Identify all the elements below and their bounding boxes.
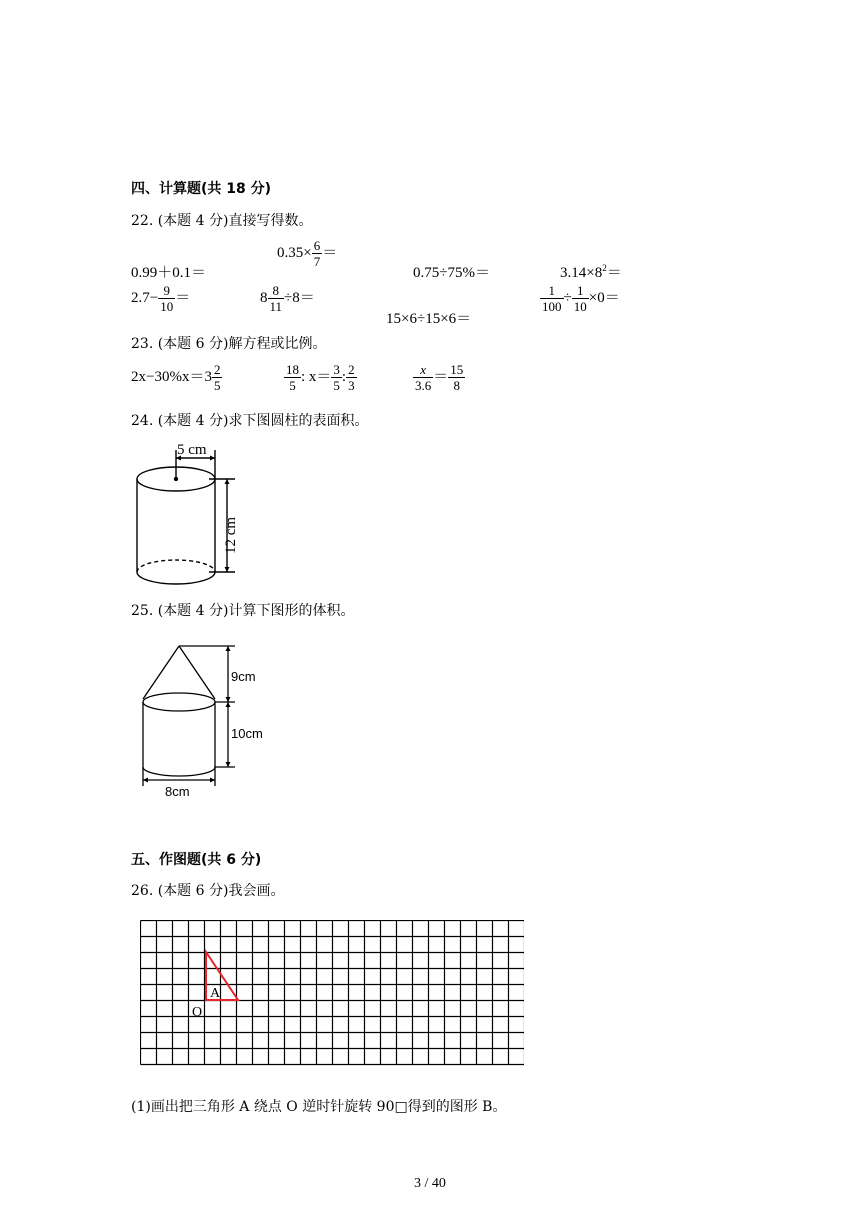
radius-label: 5 cm (177, 442, 207, 458)
question-26-sub-1: (1)画出把三角形 A 绕点 O 逆时针旋转 90□得到的图形 B。 (131, 1099, 507, 1115)
equation-23-1 (131, 362, 222, 393)
equation-23-3 (413, 362, 465, 393)
denominator: 5 (289, 378, 296, 393)
origin-label: O (192, 1005, 203, 1020)
section-4-title: 四、计算题(共 18 分) (131, 181, 272, 197)
triangle-label: A (210, 986, 221, 1001)
fraction (572, 283, 589, 314)
cylinder-bottom-front (143, 767, 215, 776)
equals-sign: ＝ (433, 368, 449, 385)
arrowhead (226, 762, 231, 767)
expr-22-3: 0.75÷75%＝ (413, 265, 490, 281)
fraction (331, 362, 342, 393)
expr-22-4 (560, 261, 622, 282)
numerator: 1 (540, 283, 564, 299)
expr-22-6 (260, 283, 315, 314)
cylinder-height-label: 10cm (231, 726, 263, 741)
denominator: 7 (313, 254, 321, 269)
question-23-text: 解方程或比例。 (228, 336, 327, 352)
denominator: 10 (573, 299, 587, 314)
numerator: 15 (450, 362, 464, 377)
expr-22-5 (131, 283, 190, 314)
expr-22-4-pre: 3.14×8 (560, 265, 603, 281)
question-26 (131, 880, 284, 900)
fraction (346, 362, 357, 393)
cylinder-figure-24 (125, 438, 250, 590)
expr-22-2-pre: 0.35× (277, 244, 312, 261)
denominator: 11 (269, 299, 283, 314)
cylinder-top-ellipse (143, 693, 215, 711)
cylinder-bottom-front (137, 572, 215, 584)
question-25-text: 计算下图形的体积。 (228, 603, 355, 619)
arrowhead (226, 697, 231, 702)
denominator: 3.6 (415, 378, 432, 393)
height-label: 12 cm (223, 516, 239, 554)
numerator: 3 (333, 362, 340, 377)
expr-22-2 (277, 238, 337, 269)
page-number: 3 / 40 (414, 1176, 446, 1191)
question-26-text: 我会画。 (228, 883, 285, 899)
fraction (312, 238, 323, 269)
fraction (284, 362, 301, 393)
denominator: 8 (453, 378, 461, 393)
expr-22-6-post: ÷8＝ (284, 289, 315, 306)
cone-right-edge (179, 646, 215, 699)
cone-height-label: 9cm (231, 669, 256, 684)
question-24-number: 24. (本题 4 分) (131, 413, 229, 429)
fraction (268, 283, 285, 314)
denominator: 5 (333, 378, 340, 393)
cone-cylinder-figure-25 (135, 640, 275, 802)
exponent: 2 (602, 263, 607, 273)
arrowhead (210, 456, 215, 461)
mixed-whole: 8 (260, 289, 268, 306)
ratio-colon: : (341, 368, 347, 385)
expr-22-4-post: ＝ (606, 265, 622, 281)
fraction (540, 283, 564, 314)
question-22-number: 22. (本题 4 分) (131, 213, 229, 229)
equation-23-2-mid: : x＝ (301, 368, 332, 385)
equation-23-2 (284, 362, 357, 393)
question-23 (131, 333, 326, 353)
question-22-text: 直接写得数。 (228, 213, 313, 229)
question-22 (131, 210, 312, 230)
numerator: 18 (286, 362, 299, 377)
question-25-number: 25. (本题 4 分) (131, 603, 229, 619)
fraction (212, 362, 223, 393)
expr-22-5-pre: 2.7− (131, 289, 159, 306)
arrowhead (225, 479, 230, 484)
numerator: 2 (348, 362, 355, 377)
question-26-number: 26. (本题 6 分) (131, 883, 229, 899)
expr-22-2-post: ＝ (322, 244, 338, 261)
question-24-text: 求下图圆柱的表面积。 (228, 413, 369, 429)
arrowhead (210, 778, 215, 783)
numerator: 6 (313, 238, 321, 253)
arrowhead (143, 778, 148, 783)
expr-22-5-post: ＝ (175, 289, 191, 306)
denominator: 5 (213, 378, 221, 393)
arrowhead (226, 702, 231, 707)
numerator: 9 (158, 283, 175, 299)
arrowhead (226, 646, 231, 651)
fraction (448, 362, 465, 393)
expr-22-8-post: ×0＝ (588, 289, 620, 306)
numerator: 8 (268, 283, 285, 299)
cylinder-bottom-back-dashed (137, 560, 215, 572)
fraction (413, 362, 433, 393)
operator: ÷ (563, 289, 572, 306)
expr-22-8 (540, 283, 620, 314)
denominator: 3 (348, 378, 355, 393)
center-dot (174, 477, 178, 481)
expr-22-7: 15×6÷15×6＝ (386, 311, 472, 327)
denominator: 100 (542, 299, 562, 314)
fraction (158, 283, 175, 314)
cone-left-edge (143, 646, 179, 699)
equation-23-1-pre: 2x−30%x＝3 (131, 368, 212, 385)
arrowhead (225, 567, 230, 572)
numerator: 1 (572, 283, 589, 299)
question-23-number: 23. (本题 6 分) (131, 336, 229, 352)
question-24 (131, 410, 368, 430)
diameter-label: 8cm (165, 784, 190, 799)
section-5-title: 五、作图题(共 6 分) (131, 852, 262, 868)
numerator: x (413, 362, 433, 378)
numerator: 2 (213, 362, 221, 377)
expr-22-1: 0.99＋0.1＝ (131, 265, 207, 281)
question-25 (131, 600, 354, 620)
denominator: 10 (160, 299, 174, 314)
drawing-grid (140, 920, 524, 1072)
